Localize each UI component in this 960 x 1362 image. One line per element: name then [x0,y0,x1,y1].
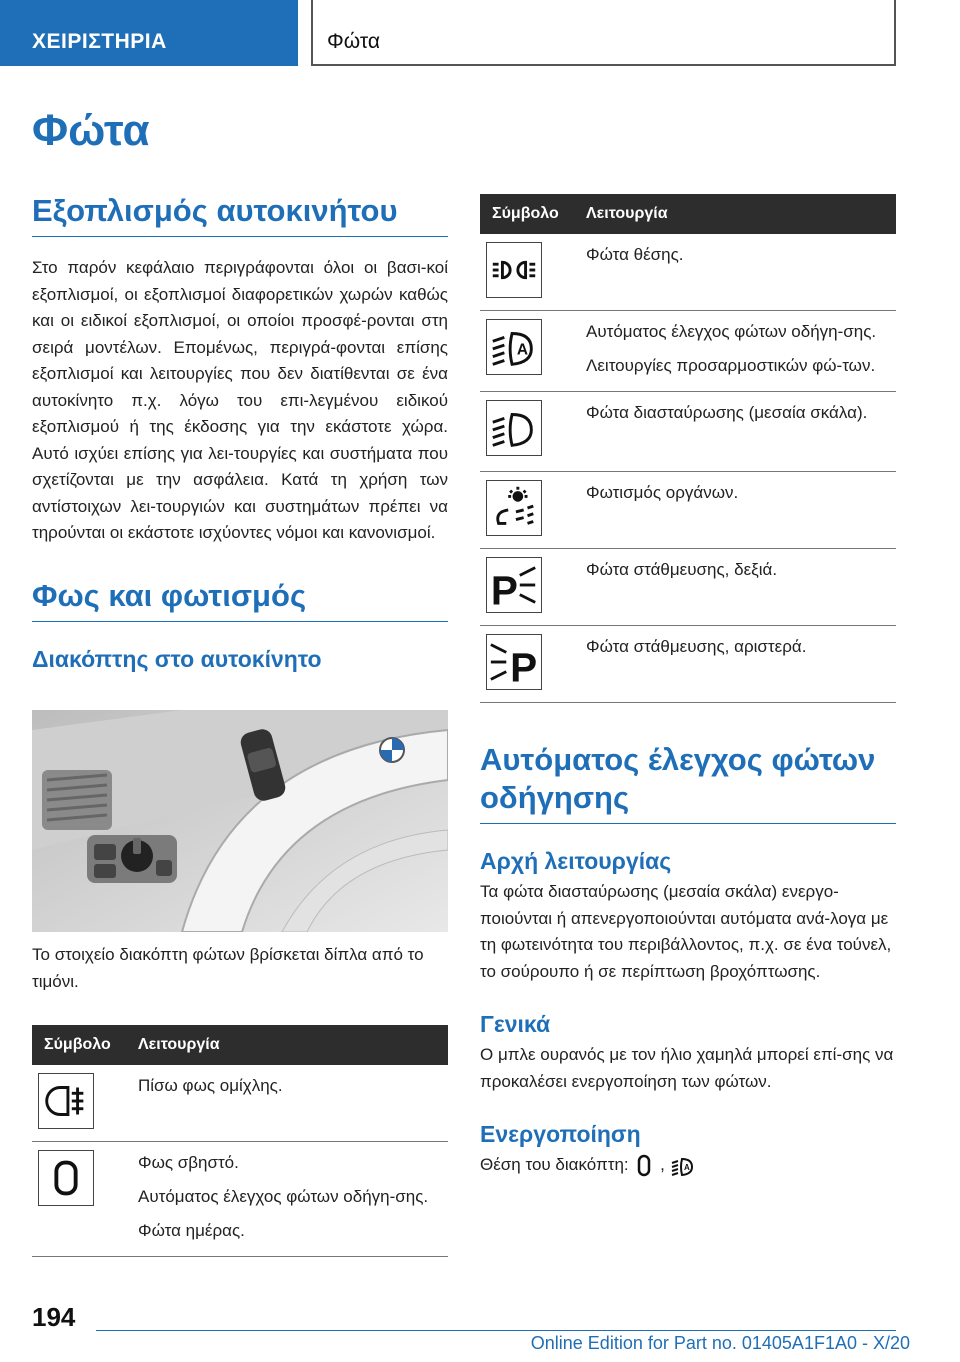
function-text: Φως σβηστό. [138,1153,239,1172]
light-switch-photo [32,710,448,932]
activation-separator: , [660,1155,665,1174]
parking-light-left-icon [486,634,542,690]
page-number: 194 [32,1302,76,1332]
svg-text:A: A [683,1162,690,1172]
column-header-function: Λειτουργία [130,1025,448,1065]
lights-off-icon [633,1153,655,1179]
heading-activation: Ενεργοποίηση [480,1121,641,1147]
instrument-lighting-icon [486,480,542,536]
table-row [480,472,896,549]
page-header [0,0,960,66]
principle-paragraph: Τα φώτα διασταύρωσης (μεσαία σκάλα) ενεργο-ποιούνται ή απενεργοποιούνται αυτόματα ανά-λογα με τη φωτεινότητα του περιβάλλοντος, π.χ. σε ένα τούνελ, το σούρουπο ή σε περίπτωση βροχόπτωσης. [480,882,892,981]
heading-lights: Φως και φωτισμός [32,577,448,622]
switch-paragraph: Το στοιχείο διακόπτη φώτων βρίσκεται δίπλα από το τιμόνι. [32,945,424,991]
table-row [480,311,896,392]
heading-principle: Αρχή λειτουργίας [480,848,672,874]
symbol-table-left [32,1025,448,1257]
function-text: Φώτα στάθμευσης, δεξιά. [586,560,778,579]
equipment-paragraph: Στο παρόν κεφάλαιο περιγράφονται όλοι οι βασι-κοί εξοπλισμοί, οι εξοπλισμοί διαφορετικών χωρών καθώς και οι ειδικοί εξοπλισμοί, οι οποίοι προσφέ-ρονται στη σειρά μοντέλων. Επομένως, περιγρά-φονται επίσης εξοπλισμοί και λειτουργίες που δεν διατίθενται σε ένα αυτοκίνητο π.χ. λόγω του επι-λεγμένου ειδικού εξοπλισμού ή της έκδοσης για την εκάστοτε χώρα. Αυτό ισχύει επίσης για λει-τουργίες και συστήματα που σχετίζονται με την ασφάλεια. Κατά τη χρήση των αντίστοιχων λει-τουργιών και συστημάτων πρέπει να τηρούνται οι εκάστοτε ισχύοντες νόμοι και κανονισμοί. [32,258,448,542]
function-text: Αυτόματος έλεγχος φώτων οδήγη-σης. [586,322,877,341]
activation-label: Θέση του διακόπτη: [480,1155,629,1174]
function-text: Φώτα στάθμευσης, αριστερά. [586,637,807,656]
table-header-row [480,194,896,234]
table-row [480,549,896,626]
parking-light-right-icon [486,557,542,613]
dashboard-illustration [32,710,448,932]
auto-headlight-icon [486,319,542,375]
column-header-symbol: Σύμβολο [480,194,578,234]
footer-edition[interactable]: Online Edition for Part no. 01405A1F1A0 - X/20 [530,1333,910,1353]
function-text: Φώτα θέσης. [586,245,684,264]
svg-text:P: P [490,567,518,613]
heading-equipment: Εξοπλισμός αυτοκινήτου [32,192,448,237]
function-text: Φωτισμός οργάνων. [586,483,739,502]
function-text: Φώτα ημέρας. [138,1221,245,1240]
svg-text:A: A [516,341,529,359]
rear-fog-light-icon [38,1073,94,1129]
symbol-table-right [480,194,896,703]
heading-switch: Διακόπτης στο αυτοκίνητο [32,645,322,672]
table-row [480,234,896,311]
low-beam-icon [486,400,542,456]
function-text: Πίσω φως ομίχλης. [138,1076,283,1095]
left-column-lower [32,942,448,1257]
table-row [32,1142,448,1257]
table-row [32,1065,448,1142]
heading-auto-lights: Αυτόματος έλεγχος φώτων οδήγησης [480,741,896,824]
heading-general: Γενικά [480,1011,551,1037]
auto-headlight-icon [670,1153,696,1179]
table-header-row [32,1025,448,1065]
right-column [480,194,896,1179]
footer-divider [96,1330,896,1331]
table-row [480,626,896,703]
position-lights-icon [486,242,542,298]
table-row [480,392,896,472]
left-column [32,192,448,673]
page-title: Φώτα [32,106,150,155]
general-paragraph: Ο μπλε ουρανός με τον ήλιο χαμηλά μπορεί επί-σης να προκαλέσει ενεργοποίηση των φώτων. [480,1045,894,1091]
column-header-symbol: Σύμβολο [32,1025,130,1065]
function-text: Λειτουργίες προσαρμοστικών φώ-των. [586,356,876,375]
activation-paragraph [480,1152,896,1179]
column-header-function: Λειτουργία [578,194,896,234]
lights-off-icon [38,1150,94,1206]
function-text: Αυτόματος έλεγχος φώτων οδήγη-σης. [138,1187,429,1206]
section-tab[interactable]: ΧΕΙΡΙΣΤΗΡΙΑ [0,0,298,66]
function-text: Φώτα διασταύρωσης (μεσαία σκάλα). [586,403,868,422]
svg-text:P: P [510,644,538,690]
chapter-tab[interactable]: Φώτα [311,0,896,66]
